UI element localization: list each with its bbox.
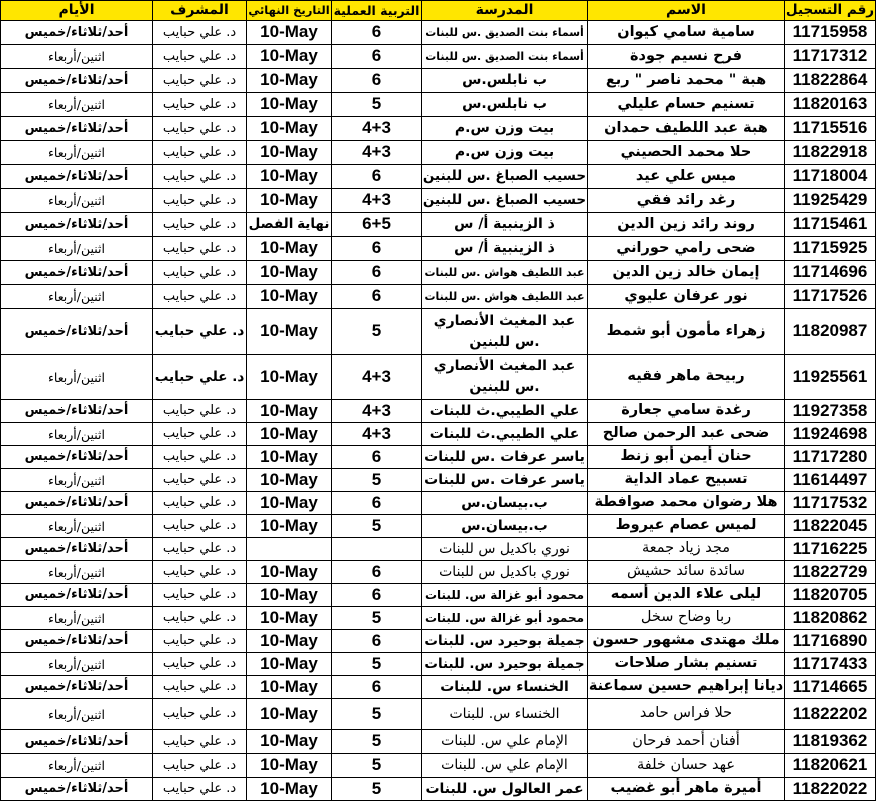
cell-name[interactable]: ربا وضاح سخل <box>587 607 784 629</box>
cell-practical-training[interactable]: 6 <box>331 584 421 606</box>
cell-days[interactable]: أحد/ثلاثاء/خميس <box>0 492 152 514</box>
cell-name[interactable]: مجد زياد جمعة <box>587 538 784 560</box>
cell-supervisor[interactable]: د. علي حبايب <box>152 538 246 560</box>
cell-days[interactable]: أحد/ثلاثاء/خميس <box>0 21 152 44</box>
cell-days[interactable]: اثنين/أربعاء <box>0 93 152 116</box>
cell-practical-training[interactable]: 4+3 <box>331 189 421 212</box>
cell-practical-training[interactable]: 6 <box>331 165 421 188</box>
cell-name[interactable]: لميس عصام عيروط <box>587 515 784 537</box>
cell-supervisor[interactable]: د. علي حبايب <box>152 237 246 260</box>
cell-school[interactable]: الخنساء س. للبنات <box>421 699 587 729</box>
table-row <box>0 309 876 355</box>
cell-supervisor[interactable]: د. علي حبايب <box>152 561 246 583</box>
cell-supervisor[interactable]: د. علي حبايب <box>152 69 246 92</box>
cell-reg-no[interactable]: 11820987 <box>784 309 876 354</box>
cell-name[interactable]: حلا فراس حامد <box>587 699 784 729</box>
cell-school[interactable]: ذ الزينبية أ/ س <box>421 213 587 236</box>
cell-name[interactable]: هبة عبد اللطيف حمدان <box>587 117 784 140</box>
cell-school[interactable]: ب.بيسان.س <box>421 515 587 537</box>
cell-school[interactable]: جميلة بوحيرد س. للبنات <box>421 630 587 652</box>
cell-name[interactable]: رغدة سامي جعارة <box>587 400 784 422</box>
cell-reg-no[interactable]: 11820163 <box>784 93 876 116</box>
cell-supervisor[interactable]: د. علي حبايب <box>152 676 246 698</box>
cell-school[interactable]: جميلة بوحيرد س. للبنات <box>421 653 587 675</box>
table-row <box>0 21 876 45</box>
cell-supervisor[interactable]: د. علي حبايب <box>152 400 246 422</box>
cell-name[interactable]: ديانا إبراهيم حسين سماعنة <box>587 676 784 698</box>
cell-supervisor[interactable]: د. علي حبايب <box>152 446 246 468</box>
cell-supervisor[interactable]: د. علي حبايب <box>152 355 246 399</box>
header-reg-no[interactable]: رقم التسجيل <box>785 2 875 19</box>
cell-school[interactable]: عمر العالول س. للبنات <box>421 778 587 800</box>
cell-school[interactable]: ب نابلس.س <box>421 93 587 116</box>
cell-practical-training[interactable]: 6 <box>331 69 421 92</box>
table-body <box>0 21 876 801</box>
cell-days[interactable]: أحد/ثلاثاء/خميس <box>0 730 152 753</box>
table-row <box>0 676 876 699</box>
cell-days[interactable]: اثنين/أربعاء <box>0 515 152 537</box>
cell-final-date[interactable]: 10-May <box>246 630 331 652</box>
cell-final-date[interactable]: 10-May <box>246 492 331 514</box>
cell-days[interactable]: اثنين/أربعاء <box>0 754 152 777</box>
cell-practical-training[interactable]: 5 <box>331 93 421 116</box>
header-final-date[interactable]: التاريخ النهائي <box>246 1 331 20</box>
table-row <box>0 730 876 754</box>
cell-practical-training[interactable]: 6 <box>331 45 421 68</box>
cell-final-date[interactable]: 10-May <box>246 93 331 116</box>
table-row <box>0 400 876 423</box>
cell-school[interactable]: بيت وزن س.م <box>421 117 587 140</box>
header-supervisor[interactable]: المشرف <box>152 1 246 20</box>
table-row <box>0 69 876 93</box>
cell-school[interactable]: أسماء بنت الصديق .س للبنات <box>421 21 587 44</box>
cell-days[interactable]: أحد/ثلاثاء/خميس <box>0 261 152 284</box>
cell-practical-training[interactable]: 6 <box>331 446 421 468</box>
cell-practical-training[interactable]: 5 <box>331 778 421 800</box>
cell-days[interactable]: أحد/ثلاثاء/خميس <box>0 630 152 652</box>
cell-practical-training[interactable]: 5 <box>331 730 421 753</box>
cell-practical-training[interactable]: 6 <box>331 676 421 698</box>
cell-days[interactable]: اثنين/أربعاء <box>0 699 152 729</box>
cell-supervisor[interactable]: د. علي حبايب <box>152 309 246 354</box>
cell-days[interactable]: اثنين/أربعاء <box>0 423 152 445</box>
cell-days[interactable]: أحد/ثلاثاء/خميس <box>0 538 152 560</box>
cell-supervisor[interactable]: د. علي حبايب <box>152 754 246 777</box>
cell-name[interactable]: فرح نسيم جودة <box>587 45 784 68</box>
cell-practical-training[interactable]: 6 <box>331 285 421 308</box>
table-row <box>0 189 876 213</box>
cell-school[interactable]: ب نابلس.س <box>421 69 587 92</box>
cell-practical-training[interactable]: 5 <box>331 754 421 777</box>
table-row <box>0 213 876 237</box>
cell-reg-no[interactable]: 11715461 <box>784 213 876 236</box>
cell-final-date[interactable]: 10-May <box>246 607 331 629</box>
cell-name[interactable]: ملك مهتدى مشهور حسون <box>587 630 784 652</box>
cell-days[interactable]: اثنين/أربعاء <box>0 469 152 491</box>
cell-supervisor[interactable]: د. علي حبايب <box>152 189 246 212</box>
cell-days[interactable]: اثنين/أربعاء <box>0 189 152 212</box>
cell-supervisor[interactable]: د. علي حبايب <box>152 213 246 236</box>
cell-reg-no[interactable]: 11718004 <box>784 165 876 188</box>
cell-days[interactable]: اثنين/أربعاء <box>0 285 152 308</box>
cell-supervisor[interactable]: د. علي حبايب <box>152 165 246 188</box>
cell-practical-training[interactable]: 5 <box>331 607 421 629</box>
table-row <box>0 141 876 165</box>
cell-practical-training[interactable]: 4+3 <box>331 423 421 445</box>
table-row <box>0 261 876 285</box>
cell-supervisor[interactable]: د. علي حبايب <box>152 630 246 652</box>
table-row <box>0 355 876 400</box>
cell-reg-no[interactable]: 11820621 <box>784 754 876 777</box>
cell-reg-no[interactable]: 11714696 <box>784 261 876 284</box>
cell-days[interactable]: اثنين/أربعاء <box>0 607 152 629</box>
header-row <box>0 1 876 21</box>
cell-supervisor[interactable]: د. علي حبايب <box>152 21 246 44</box>
cell-reg-no[interactable]: 11715958 <box>784 21 876 44</box>
cell-supervisor[interactable]: د. علي حبايب <box>152 515 246 537</box>
cell-practical-training[interactable] <box>331 538 421 560</box>
cell-practical-training[interactable]: 6 <box>331 561 421 583</box>
cell-final-date[interactable]: 10-May <box>246 469 331 491</box>
cell-practical-training[interactable]: 6 <box>331 492 421 514</box>
header-days[interactable]: الأيام <box>0 1 152 20</box>
cell-final-date[interactable]: 10-May <box>246 285 331 308</box>
cell-name[interactable]: أميرة ماهر أبو غضيب <box>587 778 784 800</box>
cell-school[interactable]: ياسر عرفات .س للبنات <box>421 469 587 491</box>
cell-final-date[interactable]: 10-May <box>246 699 331 729</box>
cell-supervisor[interactable]: د. علي حبايب <box>152 285 246 308</box>
cell-days[interactable]: أحد/ثلاثاء/خميس <box>0 584 152 606</box>
cell-reg-no[interactable]: 11822045 <box>784 515 876 537</box>
cell-days[interactable]: أحد/ثلاثاء/خميس <box>0 69 152 92</box>
cell-school[interactable]: عبد المغيث الأنصاري .س للبنين <box>421 309 587 354</box>
cell-reg-no[interactable]: 11820705 <box>784 584 876 606</box>
header-name[interactable]: الاسم <box>587 1 784 20</box>
table-row <box>0 630 876 653</box>
cell-supervisor[interactable]: د. علي حبايب <box>152 778 246 800</box>
cell-reg-no[interactable]: 11717532 <box>784 492 876 514</box>
cell-reg-no[interactable]: 11614497 <box>784 469 876 491</box>
cell-final-date[interactable]: 10-May <box>246 584 331 606</box>
cell-practical-training[interactable]: 4+3 <box>331 400 421 422</box>
cell-supervisor[interactable]: د. علي حبايب <box>152 730 246 753</box>
cell-name[interactable]: تسنيم حسام عليلي <box>587 93 784 116</box>
table-row <box>0 538 876 561</box>
cell-practical-training[interactable]: 6 <box>331 237 421 260</box>
cell-name[interactable]: زهراء مأمون أبو شمط <box>587 309 784 354</box>
cell-final-date[interactable]: 10-May <box>246 561 331 583</box>
cell-days[interactable]: اثنين/أربعاء <box>0 561 152 583</box>
cell-name[interactable]: رغد رائد فقي <box>587 189 784 212</box>
cell-final-date[interactable]: نهاية الفصل <box>246 213 331 236</box>
cell-practical-training[interactable]: 5 <box>331 469 421 491</box>
table-row <box>0 469 876 492</box>
cell-school[interactable]: حسيب الصباغ .س للبنين <box>421 165 587 188</box>
cell-school[interactable]: ذ الزينبية أ/ س <box>421 237 587 260</box>
cell-final-date[interactable] <box>246 538 331 560</box>
cell-practical-training[interactable]: 4+3 <box>331 141 421 164</box>
cell-school[interactable]: نوري باكديل س للبنات <box>421 561 587 583</box>
cell-final-date[interactable]: 10-May <box>246 754 331 777</box>
cell-school[interactable]: محمود أبو غزالة س. للبنات <box>421 607 587 629</box>
cell-practical-training[interactable]: 6 <box>331 630 421 652</box>
cell-name[interactable]: عهد حسان خلفة <box>587 754 784 777</box>
cell-supervisor[interactable]: د. علي حبايب <box>152 261 246 284</box>
cell-final-date[interactable]: 10-May <box>246 423 331 445</box>
cell-name[interactable]: ربيحة ماهر فقيه <box>587 355 784 399</box>
cell-final-date[interactable]: 10-May <box>246 261 331 284</box>
cell-supervisor[interactable]: د. علي حبايب <box>152 492 246 514</box>
cell-practical-training[interactable]: 4+3 <box>331 355 421 399</box>
table-row <box>0 285 876 309</box>
cell-reg-no[interactable]: 11715925 <box>784 237 876 260</box>
cell-supervisor[interactable]: د. علي حبايب <box>152 423 246 445</box>
cell-final-date[interactable]: 10-May <box>246 69 331 92</box>
table-row <box>0 165 876 189</box>
table-row <box>0 778 876 801</box>
cell-supervisor[interactable]: د. علي حبايب <box>152 141 246 164</box>
cell-supervisor[interactable]: د. علي حبايب <box>152 584 246 606</box>
cell-practical-training[interactable]: 4+3 <box>331 117 421 140</box>
cell-name[interactable]: ليلى علاء الدين أسمه <box>587 584 784 606</box>
cell-supervisor[interactable]: د. علي حبايب <box>152 607 246 629</box>
table-row <box>0 653 876 676</box>
table-row <box>0 607 876 630</box>
cell-reg-no[interactable]: 11822729 <box>784 561 876 583</box>
cell-practical-training[interactable]: 6 <box>331 21 421 44</box>
cell-practical-training[interactable]: 5 <box>331 309 421 354</box>
table-row <box>0 423 876 446</box>
cell-reg-no[interactable]: 11717433 <box>784 653 876 675</box>
cell-reg-no[interactable]: 11717312 <box>784 45 876 68</box>
cell-school[interactable]: نوري باكديل س للبنات <box>421 538 587 560</box>
cell-final-date[interactable]: 10-May <box>246 778 331 800</box>
cell-school[interactable]: الإمام علي س. للبنات <box>421 730 587 753</box>
cell-final-date[interactable]: 10-May <box>246 189 331 212</box>
cell-school[interactable]: ب.بيسان.س <box>421 492 587 514</box>
cell-reg-no[interactable]: 11716225 <box>784 538 876 560</box>
cell-final-date[interactable]: 10-May <box>246 730 331 753</box>
cell-reg-no[interactable]: 11822918 <box>784 141 876 164</box>
cell-school[interactable]: محمود أبو غزالة س. للبنات <box>421 584 587 606</box>
table-row <box>0 45 876 69</box>
cell-final-date[interactable]: 10-May <box>246 45 331 68</box>
cell-reg-no[interactable]: 11717526 <box>784 285 876 308</box>
cell-practical-training[interactable]: 5 <box>331 699 421 729</box>
cell-school[interactable]: عبد اللطيف هواش .س للبنات <box>421 285 587 308</box>
cell-practical-training[interactable]: 5 <box>331 515 421 537</box>
table-row <box>0 584 876 607</box>
cell-days[interactable]: أحد/ثلاثاء/خميس <box>0 400 152 422</box>
cell-school[interactable]: الخنساء س. للبنات <box>421 676 587 698</box>
cell-days[interactable]: أحد/ثلاثاء/خميس <box>0 309 152 354</box>
cell-reg-no[interactable]: 11819362 <box>784 730 876 753</box>
cell-final-date[interactable]: 10-May <box>246 21 331 44</box>
cell-days[interactable]: أحد/ثلاثاء/خميس <box>0 676 152 698</box>
cell-days[interactable]: اثنين/أربعاء <box>0 141 152 164</box>
cell-days[interactable]: أحد/ثلاثاء/خميس <box>0 117 152 140</box>
cell-name[interactable]: نور عرفان عليوي <box>587 285 784 308</box>
cell-supervisor[interactable]: د. علي حبايب <box>152 699 246 729</box>
cell-days[interactable]: اثنين/أربعاء <box>0 653 152 675</box>
cell-days[interactable]: أحد/ثلاثاء/خميس <box>0 446 152 468</box>
table-row <box>0 117 876 141</box>
table-row <box>0 446 876 469</box>
cell-practical-training[interactable]: 6 <box>331 261 421 284</box>
cell-name[interactable]: حلا محمد الحصيني <box>587 141 784 164</box>
cell-supervisor[interactable]: د. علي حبايب <box>152 653 246 675</box>
cell-name[interactable]: إيمان خالد زين الدين <box>587 261 784 284</box>
cell-reg-no[interactable]: 11925561 <box>784 355 876 399</box>
cell-school[interactable]: علي الطيبي.ث للبنات <box>421 400 587 422</box>
cell-reg-no[interactable]: 11822202 <box>784 699 876 729</box>
cell-supervisor[interactable]: د. علي حبايب <box>152 117 246 140</box>
cell-school[interactable]: عبد المغيث الأنصاري .س للبنين <box>421 355 587 399</box>
cell-days[interactable]: اثنين/أربعاء <box>0 355 152 399</box>
cell-name[interactable]: سائدة سائد حشيش <box>587 561 784 583</box>
table-row <box>0 561 876 584</box>
header-practical-training[interactable]: التربية العملية <box>331 1 421 20</box>
cell-reg-no[interactable]: 11822022 <box>784 778 876 800</box>
cell-reg-no[interactable]: 11822864 <box>784 69 876 92</box>
header-school[interactable]: المدرسة <box>421 1 587 20</box>
cell-name[interactable]: روند رائد زين الدين <box>587 213 784 236</box>
cell-name[interactable]: ضحى عبد الرحمن صالح <box>587 423 784 445</box>
cell-school[interactable]: حسيب الصباغ .س للبنين <box>421 189 587 212</box>
cell-final-date[interactable]: 10-May <box>246 165 331 188</box>
table-row <box>0 515 876 538</box>
cell-name[interactable]: هلا رضوان محمد صوافطة <box>587 492 784 514</box>
cell-days[interactable]: اثنين/أربعاء <box>0 45 152 68</box>
cell-days[interactable]: أحد/ثلاثاء/خميس <box>0 213 152 236</box>
cell-school[interactable]: ياسر عرفات .س للبنات <box>421 446 587 468</box>
cell-supervisor[interactable]: د. علي حبايب <box>152 45 246 68</box>
cell-days[interactable]: اثنين/أربعاء <box>0 237 152 260</box>
cell-reg-no[interactable]: 11925429 <box>784 189 876 212</box>
cell-name[interactable]: أفنان أحمد فرحان <box>587 730 784 753</box>
cell-reg-no[interactable]: 11716890 <box>784 630 876 652</box>
cell-name[interactable]: ميس علي عيد <box>587 165 784 188</box>
cell-school[interactable]: علي الطيبي.ث للبنات <box>421 423 587 445</box>
cell-final-date[interactable]: 10-May <box>246 309 331 354</box>
cell-final-date[interactable]: 10-May <box>246 400 331 422</box>
table-row <box>0 699 876 730</box>
cell-name[interactable]: هبة " محمد ناصر " ربع <box>587 69 784 92</box>
cell-name[interactable]: تسبيح عماد الداية <box>587 469 784 491</box>
cell-final-date[interactable]: 10-May <box>246 515 331 537</box>
cell-reg-no[interactable]: 11820862 <box>784 607 876 629</box>
cell-final-date[interactable]: 10-May <box>246 446 331 468</box>
cell-final-date[interactable]: 10-May <box>246 653 331 675</box>
cell-name[interactable]: حنان أيمن أبو زنط <box>587 446 784 468</box>
cell-school[interactable]: عبد اللطيف هواش .س للبنات <box>421 261 587 284</box>
cell-school[interactable]: أسماء بنت الصديق .س للبنات <box>421 45 587 68</box>
cell-final-date[interactable]: 10-May <box>246 237 331 260</box>
table-row <box>0 237 876 261</box>
cell-school[interactable]: الإمام علي س. للبنات <box>421 754 587 777</box>
cell-final-date[interactable]: 10-May <box>246 141 331 164</box>
cell-name[interactable]: سامية سامي كيوان <box>587 21 784 44</box>
cell-supervisor[interactable]: د. علي حبايب <box>152 469 246 491</box>
cell-supervisor[interactable]: د. علي حبايب <box>152 93 246 116</box>
cell-practical-training[interactable]: 5 <box>331 653 421 675</box>
table-row <box>0 754 876 778</box>
table-row <box>0 492 876 515</box>
cell-reg-no[interactable]: 11927358 <box>784 400 876 422</box>
cell-reg-no[interactable]: 11715516 <box>784 117 876 140</box>
cell-reg-no[interactable]: 11717280 <box>784 446 876 468</box>
cell-practical-training[interactable]: 6+5 <box>331 213 421 236</box>
cell-final-date[interactable]: 10-May <box>246 117 331 140</box>
cell-name[interactable]: تسنيم بشار صلاحات <box>587 653 784 675</box>
cell-school[interactable]: بيت وزن س.م <box>421 141 587 164</box>
cell-reg-no[interactable]: 11924698 <box>784 423 876 445</box>
table-row <box>0 93 876 117</box>
cell-reg-no[interactable]: 11714665 <box>784 676 876 698</box>
cell-days[interactable]: أحد/ثلاثاء/خميس <box>0 778 152 800</box>
cell-final-date[interactable]: 10-May <box>246 355 331 399</box>
cell-days[interactable]: أحد/ثلاثاء/خميس <box>0 165 152 188</box>
cell-final-date[interactable]: 10-May <box>246 676 331 698</box>
cell-name[interactable]: ضحى رامي حوراني <box>587 237 784 260</box>
